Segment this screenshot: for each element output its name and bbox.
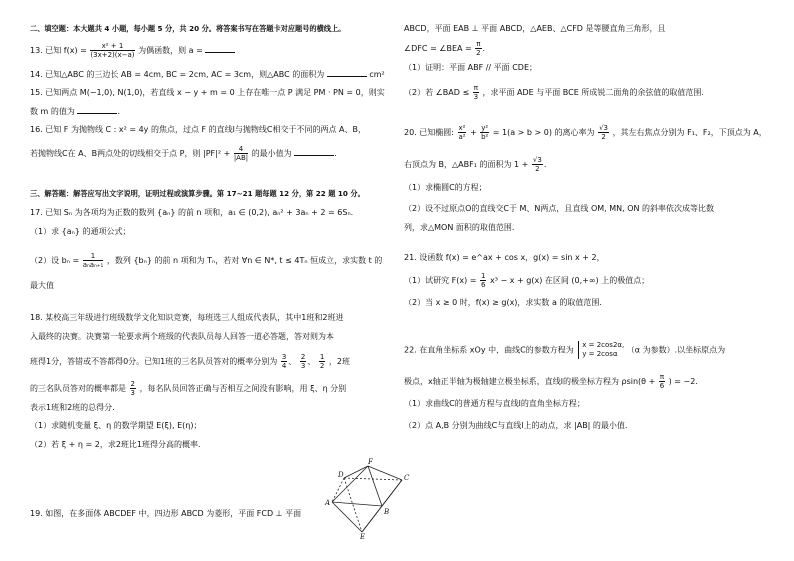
question-21-part1: （1）试研究 F(x) = $\frac{1}{6}$ x³ − x + g(x) 在区间 (0,+∞) 上的极值点；: [404, 272, 650, 289]
question-19-part1: （1）证明：平面 ABF // 平面 CDE；: [404, 63, 538, 72]
q20-fraction-area: $\frac{√3}{2}$: [532, 156, 542, 173]
edge-fb: [368, 466, 382, 506]
question-18-line3: 班得1分，答错或不答都得0分。已知1班的三名队员答对的概率分别为 $\frac{3}{4}$ 、 $\frac{2}{3}$ 、 $\frac{1}{2}$ ，2班: [30, 353, 350, 370]
question-20-part2-cont: 列，求△MON 面积的取值范围.: [404, 223, 515, 232]
q19-part2-fraction: $\frac{\pi}{3}$: [473, 84, 479, 101]
vertex-label-f: F: [368, 458, 373, 466]
question-18-line4: 的三名队员答对的概率都是 $\frac{2}{3}$ ，每名队员回答正确与否相互之间没有影响，用 ξ、η 分别: [30, 380, 347, 397]
edge-fd: [344, 466, 368, 478]
question-18-line5: 表示1班和2班的总得分.: [30, 403, 115, 412]
edge-fc: [368, 466, 402, 480]
question-22-part1: （1）求曲线C的普通方程与直线l的直角坐标方程；: [404, 399, 585, 408]
q19-fraction: $\frac{\pi}{2}$: [476, 40, 481, 57]
question-19-line2: ABCD，平面 EAB ⊥ 平面 ABCD，△AEB、△CFD 是等腰直角三角形，且: [404, 24, 666, 33]
question-18-part1: （1）求随机变量 ξ、η 的数学期望 E(ξ), E(η)；: [30, 421, 202, 430]
question-20-line1: 20. 已知椭圆: $\frac{\text{x²}}{\text{a²}}$ + $\frac{\text{y²}}{\text{b²}}$ = 1(a > b > 0) 的离心率为 $\frac{√3}{2}$ ，其左右焦点分别为 F₁、F₂，下顶点为 A，: [404, 124, 767, 141]
q20-fraction-y: $\frac{\text{y²}}{\text{b²}}$: [481, 124, 489, 141]
q14-answer-blank: [327, 68, 367, 77]
q16-answer-blank: [294, 147, 334, 156]
q16-fraction: $\frac{4}{|AB|}$: [233, 145, 249, 162]
question-15-line1: 15. 已知两点 M(−1,0), N(1,0)，若直线 x − y + m = 0 上存在唯一点 P 满足 PM · PN = 0，则实: [30, 88, 385, 97]
q21-fraction: $\frac{1}{6}$: [481, 272, 486, 289]
q22-parametric-system: x = 2cos2α, y = 2cosα: [578, 341, 624, 359]
question-14: 14. 已知△ABC 的三边长 AB = 4cm, BC = 2cm, AC = 3cm，则△ABC 的面积为 cm²: [30, 70, 385, 79]
edge-ae: [332, 502, 362, 532]
question-20-part2: （2）设不过原点O的直线交C于 M、N两点，且直线 OM, MN, ON 的斜率依次成等比数: [404, 204, 715, 213]
q22-fraction: $\frac{\pi}{6}$: [659, 373, 665, 390]
edge-be: [362, 506, 382, 532]
q18-fraction-2: $\frac{2}{3}$: [300, 353, 306, 370]
q13-fraction: $\frac{\text{x² + 1}}{(3x+2)(x-a)}$: [90, 42, 135, 59]
question-17-part2-cont: 最大值: [30, 281, 54, 290]
edge-ab: [332, 502, 382, 506]
question-16-line2: 若抛物线C在 A、B两点处的切线相交于点 P，则 |PF|² + $\frac{4}{|AB|}$ 的最小值为 .: [30, 145, 337, 162]
question-21-part2: （2）当 x ≥ 0 时，f(x) ≥ g(x)，求实数 a 的取值范围.: [404, 298, 602, 307]
edge-de: [344, 478, 362, 532]
question-17-part2: （2）设 bₙ = $\frac{1}{\text{aₙaₙ₊₁}}$ ，数列 {bₙ} 的前 n 项和为 Tₙ，若对 ∀n ∈ N*, t ≤ 4Tₙ 恒成立，求实数 t 的: [30, 252, 383, 269]
q20-fraction-x: $\frac{\text{x²}}{\text{a²}}$: [458, 124, 466, 141]
question-13: 13. 已知 f(x) = $\frac{\text{x² + 1}}{(3x+2)(x-a)}$ 为偶函数，则 a =: [30, 42, 235, 59]
edge-da: [332, 478, 344, 502]
q18-fraction-4: $\frac{2}{3}$: [130, 380, 136, 397]
question-16-line1: 16. 已知 F 为抛物线 C : x² = 4y 的焦点，过点 F 的直线l与抛物线C相交于不同的两点 A、B，: [30, 125, 366, 134]
question-22-line1: 22. 在直角坐标系 xOy 中，曲线C的参数方程为 x = 2cos2α, y = 2cosα （α 为参数）.以坐标原点为: [404, 341, 726, 358]
question-21: 21. 设函数 f(x) = e^ax + cos x，g(x) = sin x + 2，: [404, 253, 605, 262]
q17-fraction: $\frac{1}{\text{aₙaₙ₊₁}}$: [82, 252, 104, 269]
vertex-label-a: A: [325, 499, 331, 507]
polyhedron-figure: [322, 458, 412, 540]
question-19-line1: 19. 如图，在多面体 ABCDEF 中，四边形 ABCD 为菱形，平面 FCD ⊥ 平面: [30, 509, 302, 518]
vertex-label-b: B: [384, 508, 390, 516]
vertex-label-d: D: [338, 471, 344, 479]
q13-answer-blank: [205, 44, 235, 53]
question-18-line1: 18. 某校高三年级进行班级数学文化知识竞赛，每班选三人组成代表队，其中1班和2班进: [30, 313, 344, 322]
vertex-label-c: C: [404, 474, 410, 482]
q15-answer-blank: [77, 105, 117, 114]
q18-fraction-1: $\frac{3}{4}$: [281, 353, 287, 370]
question-18-line2: 入最终的决赛。决赛第一轮要求两个班级的代表队员每人回答一道必答题，答对则为本: [30, 332, 334, 341]
q18-fraction-3: $\frac{1}{2}$: [319, 353, 325, 370]
question-15-line2: 数 m 的值为 .: [30, 107, 120, 116]
question-20-part1: （1）求椭圆C的方程；: [404, 183, 487, 192]
question-19-line3: ∠DFC = ∠BEA = $\frac{\pi}{2}$ .: [404, 40, 486, 57]
question-17-part1: （1）求 {aₙ} 的通项公式；: [30, 227, 131, 236]
question-19-part2: （2）若 ∠BAD ≤ $\frac{\pi}{3}$ ，求平面 ADE 与平面 BCE 所成锐二面角的余弦值的取值范围.: [404, 84, 704, 101]
question-17: 17. 已知 Sₙ 为各项均为正数的数列 {aₙ} 的前 n 项和，a₁ ∈ (0,2), aₙ² + 3aₙ + 2 = 6Sₙ.: [30, 208, 354, 217]
section-fill-blank-heading: 二、填空题：本大题共 4 小题，每小题 5 分，共 20 分。将答案书写在答题卡对应题号的横线上。: [30, 24, 346, 33]
question-18-part2: （2）若 ξ + η = 2，求2班比1班得分高的概率.: [30, 440, 201, 449]
section-answer-heading: 三、解答题：解答应写出文字说明，证明过程或演算步骤。第 17~21 题每题 12 分，第 22 题 10 分。: [30, 189, 365, 198]
question-22-line2: 极点，x轴正半轴为极轴建立极坐标系，直线l的极坐标方程为 ρsin(θ + $\frac{\pi}{6}$ ) = −2.: [404, 373, 698, 390]
question-22-part2: （2）点 A,B 分别为曲线C与直线l上的动点，求 |AB| 的最小值.: [404, 421, 628, 430]
q20-fraction-e: $\frac{√3}{2}$: [599, 124, 609, 141]
vertex-label-e: E: [360, 533, 366, 540]
question-20-line2: 右顶点为 B，△ABF₁ 的面积为 1 + $\frac{√3}{2}$ .: [404, 156, 547, 173]
